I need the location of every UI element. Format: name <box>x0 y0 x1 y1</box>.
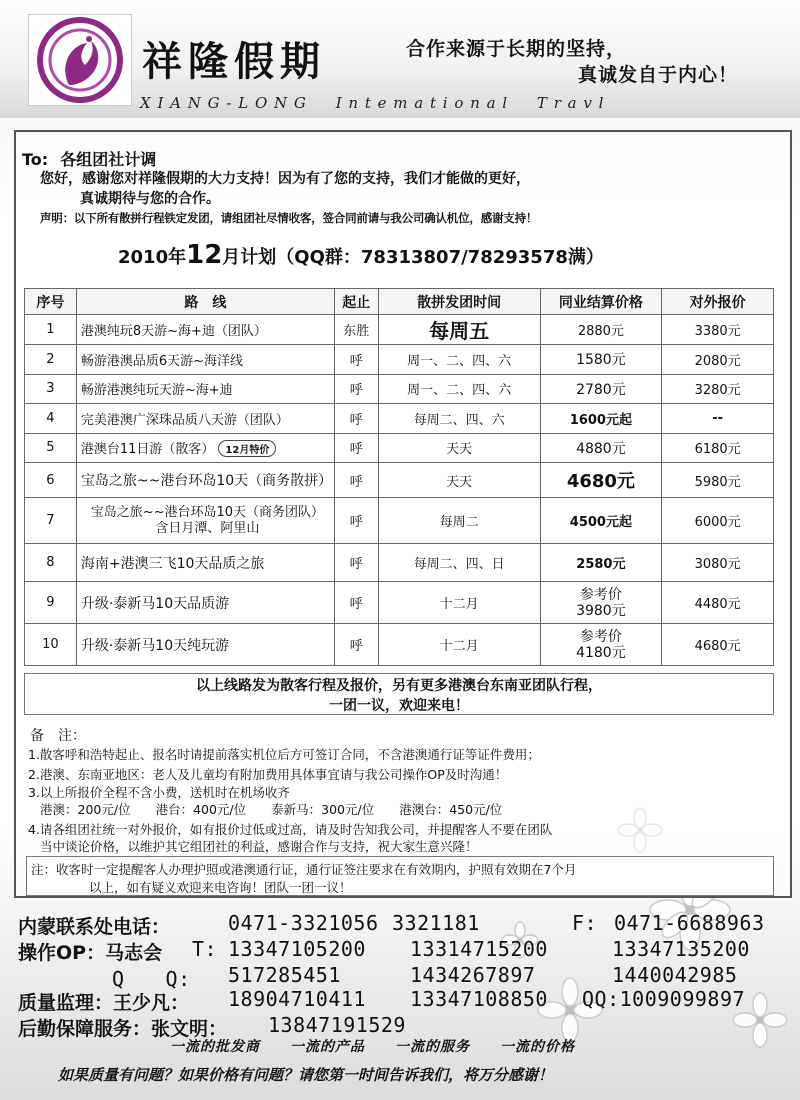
special-offer-badge: 12月特价 <box>218 440 276 457</box>
header <box>0 0 800 118</box>
passport-notice-line-1: 注：收客时一定提醒客人办理护照或港澳通行证，通行证签注要求在有效期内，护照有效期在7个月 <box>31 862 577 877</box>
footer-feedback: 如果质量有问题？如果价格有问题？请您第一时间告诉我们，将万分感谢！ <box>58 1066 554 1084</box>
fax-label: F: <box>572 911 598 935</box>
footer-slogan: 一流的批发商 一流的产品 一流的服务 一流的价格 <box>170 1039 575 1055</box>
settle-ref-value: 3980元 <box>576 602 626 619</box>
table-row <box>25 463 774 498</box>
row-settlement: 4880元 <box>540 433 662 463</box>
row-schedule: 周一、二、四、六 <box>378 374 540 404</box>
row-price: 6180元 <box>662 433 774 463</box>
slogan-line-1: 合作来源于长期的坚持， <box>406 38 627 60</box>
row-departure: 呼 <box>334 433 378 463</box>
company-name: 祥隆假期 <box>142 38 326 85</box>
qa-phone-1: 18904710411 <box>228 987 366 1011</box>
row-no: 8 <box>25 544 77 582</box>
row-schedule: 十二月 <box>378 582 540 624</box>
remark-item-1: 1.散客呼和浩特起止、报名时请提前落实机位后方可签订合同，不含港澳通行证等证件费用； <box>28 747 540 762</box>
row-price: 5980元 <box>662 463 774 498</box>
route-note-line-1: 以上线路发为散客行程及报价，另有更多港澳台东南亚团队行程， <box>196 678 602 694</box>
row-schedule: 十二月 <box>378 624 540 666</box>
declaration: 声明：以下所有散拼行程铁定发团，请组团社尽情收客，签合同前请与我公司确认机位，感谢支持！ <box>40 211 538 225</box>
row-route-line-1: 宝岛之旅~~港台环岛10天（商务团队） <box>90 504 325 520</box>
settle-ref-value: 4180元 <box>576 644 626 661</box>
qa-label: 质量监理：王少凡： <box>18 992 190 1014</box>
row-route: 畅游港澳品质6天游~海洋线 <box>76 345 334 375</box>
row-departure: 呼 <box>334 463 378 498</box>
row-price: 6000元 <box>662 498 774 544</box>
row-schedule: 天天 <box>378 433 540 463</box>
row-settlement: 4680元 <box>540 463 662 498</box>
row-no: 10 <box>25 624 77 666</box>
row-price: 4680元 <box>662 624 774 666</box>
fax-number: 0471-6688963 <box>614 911 765 935</box>
table-row <box>25 433 774 463</box>
op-t-label: T: <box>192 937 218 961</box>
remark-item-4-line-1: 4.请各组团社统一对外报价，如有报价过低或过高，请及时告知我公司，并提醒客人不要在团队 <box>28 822 553 837</box>
header-price: 对外报价 <box>662 289 774 315</box>
row-route: 宝岛之旅~~港台环岛10天（商务散拼） <box>76 463 334 498</box>
table-row <box>25 498 774 544</box>
row-price: 3080元 <box>662 544 774 582</box>
row-schedule: 每周二 <box>378 498 540 544</box>
qa-qq: QQ:1009099897 <box>582 987 746 1011</box>
to-recipient: 各组团社计调 <box>60 150 157 169</box>
remarks-title: 备 注： <box>30 728 86 744</box>
plan-suffix: 月计划（QQ群：78313807/78293578满） <box>222 247 604 268</box>
header-route: 路 线 <box>76 289 334 315</box>
qq-2: 1434267897 <box>410 963 536 987</box>
row-route: 升级·泰新马10天纯玩游 <box>76 624 334 666</box>
passport-notice <box>26 856 774 896</box>
row-departure: 呼 <box>334 498 378 544</box>
table-header-row <box>25 289 774 315</box>
row-departure: 呼 <box>334 624 378 666</box>
routes-table <box>24 288 774 666</box>
recipient <box>22 147 156 170</box>
row-settlement <box>540 624 662 666</box>
row-route: 畅游港澳纯玩天游~海+迪 <box>76 374 334 404</box>
row-route-text: 港澳台11日游（散客） <box>80 442 215 458</box>
header-departure: 起止 <box>334 289 378 315</box>
row-schedule: 每周五 <box>378 315 540 345</box>
route-note <box>24 673 774 715</box>
qa-phone-2: 13347108850 <box>410 987 548 1011</box>
table-row <box>25 345 774 375</box>
op-label: 操作OP：马志会 <box>18 942 163 964</box>
row-price: 3280元 <box>662 374 774 404</box>
op-phone-1: 13347105200 <box>228 937 366 961</box>
table-row <box>25 582 774 624</box>
row-settlement: 2580元 <box>540 544 662 582</box>
qq-3: 1440042985 <box>612 963 738 987</box>
office-phone-1: 0471-3321056 <box>228 911 379 935</box>
support-phone: 13847191529 <box>268 1013 406 1037</box>
op-phone-2: 13314715200 <box>410 937 548 961</box>
row-settlement <box>540 582 662 624</box>
greeting-line-1: 您好，感谢您对祥隆假期的大力支持！因为有了您的支持，我们才能做的更好， <box>40 171 530 187</box>
qq-1: 517285451 <box>228 963 341 987</box>
table-row <box>25 315 774 345</box>
plan-heading <box>118 240 604 270</box>
row-settlement: 1580元 <box>540 345 662 375</box>
header-no: 序号 <box>25 289 77 315</box>
row-route-line-2: 含日月潭、阿里山 <box>155 520 260 536</box>
row-departure: 呼 <box>334 544 378 582</box>
table-row <box>25 404 774 434</box>
remark-item-4-line-2: 当中谈论价格，以维护其它组团社的利益，感谢合作与支持，祝大家生意兴隆！ <box>40 839 478 854</box>
row-settlement: 2780元 <box>540 374 662 404</box>
op-phone-3: 13347135200 <box>612 937 750 961</box>
row-route: 完美港澳广深珠品质八天游（团队） <box>76 404 334 434</box>
settle-ref-label: 参考价 <box>579 586 622 603</box>
row-price: 2080元 <box>662 345 774 375</box>
row-route <box>76 433 334 463</box>
row-departure: 呼 <box>334 404 378 434</box>
remark-tips: 港澳：200元/位 港台：400元/位 泰新马：300元/位 港澳台：450元/位 <box>40 802 503 817</box>
greeting-line-2: 真诚期待与您的合作。 <box>80 191 220 207</box>
qq-label: Q Q: <box>112 967 191 991</box>
row-route: 海南+港澳三飞10天品质之旅 <box>76 544 334 582</box>
slogan-line-2: 真诚发自于内心！ <box>578 64 739 86</box>
row-no: 4 <box>25 404 77 434</box>
table-row <box>25 374 774 404</box>
row-no: 6 <box>25 463 77 498</box>
passport-notice-line-2: 以上，如有疑义欢迎来电咨询！团队一团一议！ <box>89 880 352 895</box>
phoenix-logo-icon <box>29 15 131 105</box>
row-settlement: 2880元 <box>540 315 662 345</box>
english-subtitle: X I A N G - L O N G I n t e m a t i o n a l T r a v l <box>140 94 605 112</box>
row-route: 港澳纯玩8天游~海+迪（团队） <box>76 315 334 345</box>
row-route <box>76 498 334 544</box>
plan-prefix: 2010年 <box>118 247 187 268</box>
settle-ref-label: 参考价 <box>579 628 622 645</box>
logo <box>28 14 132 106</box>
remark-item-3: 3.以上所报价全程不含小费，送机时在机场收齐 <box>28 785 290 800</box>
row-no: 2 <box>25 345 77 375</box>
remark-item-2: 2.港澳、东南亚地区：老人及儿童均有附加费用具体事宜请与我公司操作OP及时沟通！ <box>28 767 508 782</box>
row-no: 9 <box>25 582 77 624</box>
row-schedule: 周一、二、四、六 <box>378 345 540 375</box>
row-price: -- <box>662 404 774 434</box>
row-schedule: 天天 <box>378 463 540 498</box>
row-route: 升级·泰新马10天品质游 <box>76 582 334 624</box>
route-note-line-2: 一团一议，欢迎来电！ <box>329 698 469 714</box>
to-label: To: <box>22 150 49 169</box>
plan-month: 12 <box>186 240 223 270</box>
support-label: 后勤保障服务：张文明： <box>18 1018 228 1040</box>
office-label: 内蒙联系处电话： <box>18 916 171 938</box>
row-price: 4480元 <box>662 582 774 624</box>
row-departure: 呼 <box>334 582 378 624</box>
row-departure: 东胜 <box>334 315 378 345</box>
office-phone-2: 3321181 <box>392 911 480 935</box>
row-departure: 呼 <box>334 345 378 375</box>
row-departure: 呼 <box>334 374 378 404</box>
row-no: 7 <box>25 498 77 544</box>
row-schedule: 每周二、四、日 <box>378 544 540 582</box>
header-schedule: 散拼发团时间 <box>378 289 540 315</box>
row-settlement: 4500元起 <box>540 498 662 544</box>
table-row <box>25 544 774 582</box>
row-no: 3 <box>25 374 77 404</box>
row-no: 1 <box>25 315 77 345</box>
table-row <box>25 624 774 666</box>
row-settlement: 1600元起 <box>540 404 662 434</box>
header-settlement: 同业结算价格 <box>540 289 662 315</box>
row-schedule: 每周二、四、六 <box>378 404 540 434</box>
row-no: 5 <box>25 433 77 463</box>
row-price: 3380元 <box>662 315 774 345</box>
